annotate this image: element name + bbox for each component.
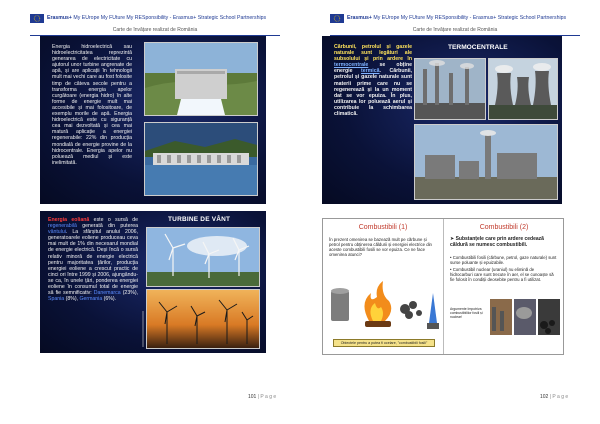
wind-farm-photo: [146, 289, 260, 349]
page-header: [330, 14, 580, 26]
page-footer-right: [540, 394, 568, 400]
fuels-panel-2-title: Combustibili (2): [479, 224, 529, 231]
hydro-plant-photo: [144, 122, 258, 196]
slide-hydro-energy: [40, 36, 266, 204]
slide-thermal-power: [322, 36, 562, 204]
header-text: Erasmus+ My EUrope My FUture My RESponsibility - Erasmus+ Strategic School Partnerships: [47, 15, 267, 21]
photo-tag-1: BELCHI: [496, 293, 508, 297]
power-plant-photo: [414, 58, 486, 120]
photo-tag-2: RUMEA: [520, 293, 532, 297]
dam-photo: [144, 42, 258, 116]
page-label: | P a g e: [549, 394, 569, 400]
industrial-plant-photo: [414, 124, 558, 200]
slide-wind-energy: [40, 211, 266, 353]
wind-turbines-photo: [146, 227, 260, 287]
pollution-photos: [490, 293, 560, 339]
slide-wind-text: Energia eoliană este o sursă de regenerabilă generată din puterea vântului. La sfârșitul anului 2006, generatoarele eoliene produceau ceva mai mult de 1% din necesarul mondial de energie electrică. Deși încă o sursă relativ minoră de energie electrică pentru majoritatea țărilor, producția energiei eoliene a crescut practic de cinci ori între 1999 și 2006, ajungându-se ca, în unele țări, ponderea energiei eoliene în consumul total de energie să fie semnificativ: Danemarca (23%), Spania (8%), Germania (6%).: [48, 217, 138, 303]
page-number: 102: [540, 394, 549, 400]
slide-fuels: [322, 218, 564, 355]
eu-flag-icon: [330, 14, 344, 23]
fuels-panel-2-label: Argumente împotriva combustibililor fosili și nuclear!: [450, 307, 483, 319]
fuels-panel-2: [443, 219, 564, 354]
page-number: 101: [248, 394, 257, 400]
fuels-panel-1-text: În prezent omenirea se bazează mult pe cărbune și petrol pentru obținerea căldurii și energiei electrice din aceste combustibili fosili se vor epuiza. Ce ne face omenirea atunci?: [329, 237, 432, 257]
fuels-illustration: [329, 273, 439, 335]
eu-flag-icon: [30, 14, 44, 23]
fuels-panel-2-text-b: • Combustibil nuclear (uraniul) nu elimină de hidrocarburi care sunt trecute în aer, el se cunoaște să fie folosit în condiții deosebite pentru a fi utilizat.: [450, 267, 554, 282]
fuels-panel-1: [323, 219, 443, 354]
header-text: Erasmus+ My EUrope My FUture My RESponsibility - Erasmus+ Strategic School Partnerships: [347, 15, 567, 21]
page-footer-left: [248, 394, 276, 400]
slide-wind-title: TURBINE DE VÂNT: [168, 216, 231, 223]
fuels-panel-2-text-a: • Combustibili fosili (cărbune, petrol, gaze naturale) sunt surse poluante și epuizabile.: [450, 255, 557, 265]
header-subtitle: Carte de învățare realizat de România: [30, 27, 280, 36]
fuels-panel-1-title: Combustibili (1): [358, 224, 408, 231]
cooling-towers-photo: [488, 58, 558, 120]
slide-hydro-text: Energia hidroelectrică sau hidroelectricitatea reprezintă generarea de electricitate cu ajutorul unor turbine angrenate de apă, și are aplicații în tehnologii mult mai vechi care au fost folosite timp de câteva secole pentru a transforma energia apelor curgătoare (energia hidro) în alte forme de energie mult mai accesibile și mai folositoare, de exemplu morile de apă. Energia hidroelectrică este cu siguranță cea mai dezvoltată și cea mai matură aplicație a energiei regenerabile: 22% din producția mondială de energie provine de la hidrocentrale. Energia apelor nu poluează mediul și este inelimitată.: [52, 44, 132, 166]
wind-decor-graphic: [138, 307, 148, 347]
slide-thermo-text: Cărbunii, petrolul și gazele naturale sunt legături ale subsolului și prin ardere în termocentrale se obține energie termică. Cărbunii, petrolul și gazele naturale sunt materii prime care nu se regenerează și la un moment dat se vor epuiza. În plus, utilizarea lor poluează aerul și contribuie la schimbarea climatică.: [334, 44, 412, 118]
photo-tag-3: CARBUNI: [543, 293, 557, 297]
fuels-panel-2-heading: ➤ Substanțele care prin ardere cedează căldură se numesc combustibili.: [450, 236, 544, 248]
slide-thermo-title: TERMOCENTRALE: [448, 44, 508, 51]
header-subtitle: Carte de învățare realizat de România: [330, 27, 580, 36]
page-label: | P a g e: [257, 394, 277, 400]
page-header: [30, 14, 280, 26]
fuels-panel-1-label: Obiectele pentru a putea fi ocelare, "combustibili fosili": [333, 339, 435, 347]
